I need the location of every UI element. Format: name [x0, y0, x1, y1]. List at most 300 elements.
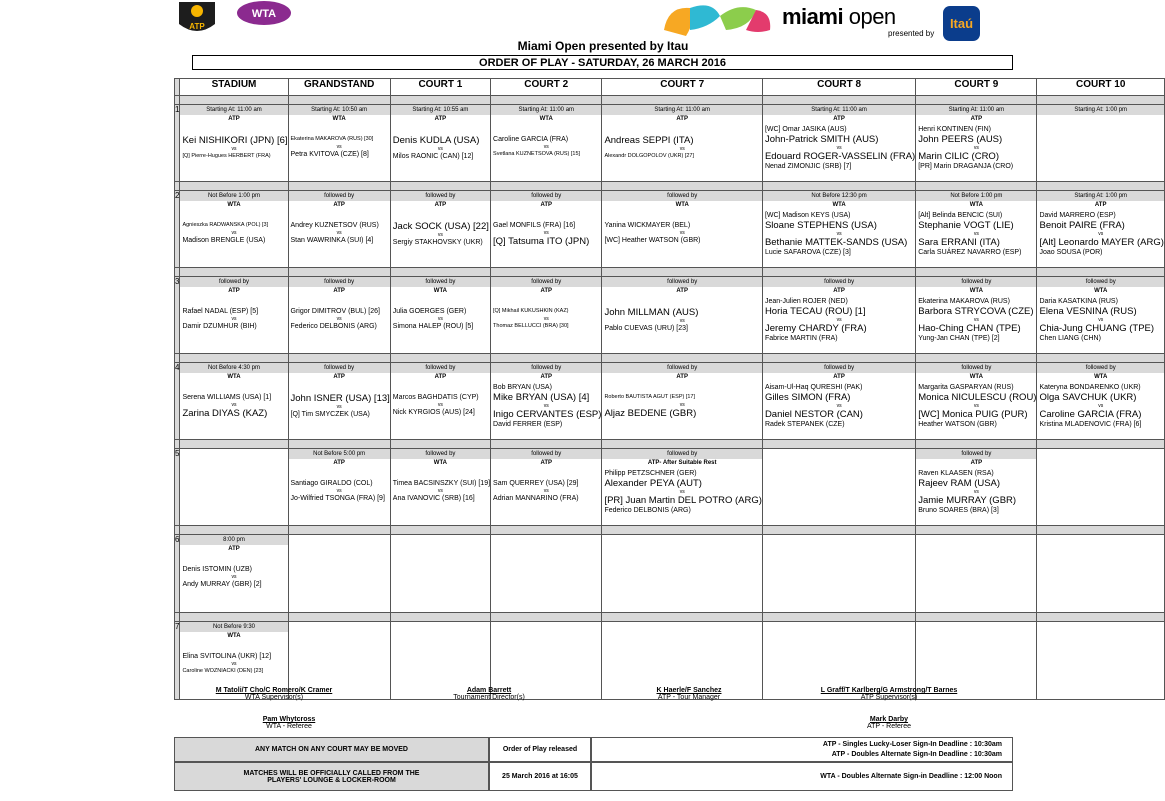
- court-header: STADIUM: [180, 79, 288, 96]
- tour-label: ATP: [434, 374, 447, 380]
- separator-cell: [602, 354, 763, 363]
- versus-label: vs: [437, 316, 443, 322]
- deadline-box-wta: [591, 762, 1013, 791]
- matchup: [491, 307, 601, 331]
- separator-cell: [390, 96, 490, 105]
- match-cell: [1037, 277, 1164, 354]
- versus-label: vs: [543, 316, 549, 322]
- match-cell-content: [391, 277, 490, 353]
- start-time: followed by: [391, 191, 490, 201]
- separator-cell: [288, 613, 390, 622]
- separator-cell: [1037, 440, 1164, 449]
- atp-tour-manager-signature: K Haerle/F Sanchez ATP - Tour Manager: [656, 687, 722, 701]
- match-cell: [390, 277, 490, 354]
- start-time: Not Before 4:30 pm: [180, 363, 287, 373]
- matchup: [289, 221, 390, 245]
- player-name: Santiago GIRALDO (COL): [290, 480, 373, 487]
- match-cell-content: [1037, 105, 1163, 181]
- player-name: Marin CILIC (CRO): [918, 151, 999, 162]
- row-number: 7: [175, 622, 180, 700]
- row-separator: [175, 526, 1165, 535]
- matchup: [491, 221, 601, 247]
- row-number: 6: [175, 535, 180, 613]
- player-name: Rajeev RAM (USA): [918, 478, 1001, 489]
- player-name: [WC] Omar JASIKA (AUS): [764, 126, 847, 133]
- player-name: [WC] Heather WATSON (GBR): [604, 237, 701, 244]
- start-time: [1037, 449, 1163, 459]
- atp-logo: [175, 0, 219, 38]
- player-name: Inigo CERVANTES (ESP): [493, 409, 602, 420]
- player-name: Daniel NESTOR (CAN): [764, 409, 863, 420]
- match-row: [175, 363, 1165, 440]
- player-name: Jamie MURRAY (GBR): [918, 495, 1017, 506]
- tour-label: WTA: [969, 374, 983, 380]
- tour-label: ATP: [540, 460, 553, 466]
- matchup: [391, 479, 490, 503]
- start-time: followed by: [916, 363, 1036, 373]
- player-name: Madison BRENGLE (USA): [182, 237, 266, 244]
- player-name: Ekaterina MAKAROVA (RUS) [30]: [290, 136, 374, 142]
- tour-label: ATP: [333, 460, 345, 466]
- row-number: 2: [175, 191, 180, 268]
- matchup: [763, 383, 915, 429]
- player-name: John ISNER (USA) [13]: [290, 393, 390, 404]
- player-name: [Q] Pierre-Hugues HERBERT (FRA): [182, 153, 271, 159]
- tour-label: ATP: [833, 374, 845, 380]
- start-time: followed by: [391, 449, 490, 459]
- separator-cell: [491, 96, 602, 105]
- player-name: Denis KUDLA (USA): [392, 135, 480, 146]
- tour-label: WTA: [675, 202, 689, 208]
- player-name: Jean-Julien ROJER (NED): [764, 298, 848, 305]
- match-cell-content: [180, 191, 287, 267]
- itau-logo: Itaú: [943, 6, 980, 41]
- player-name: Alexander PEYA (AUT): [604, 478, 702, 489]
- match-cell: [602, 277, 763, 354]
- start-time: followed by: [289, 191, 390, 201]
- separator-cell: [1037, 354, 1164, 363]
- match-cell-content: [289, 191, 390, 267]
- separator-cell: [1037, 268, 1164, 277]
- match-cell-content: [602, 191, 762, 267]
- match-cell-content: [602, 449, 762, 525]
- match-row: [175, 449, 1165, 526]
- player-name: Sloane STEPHENS (USA): [764, 220, 877, 231]
- tour-label: WTA: [1094, 374, 1108, 380]
- match-cell: [602, 449, 763, 526]
- start-time: followed by: [391, 363, 490, 373]
- start-time: Not Before 1:00 pm: [916, 191, 1036, 201]
- matchup: [602, 307, 762, 333]
- player-name: Olga SAVCHUK (UKR): [1039, 392, 1137, 403]
- row-number: 4: [175, 363, 180, 440]
- match-cell: [180, 191, 288, 268]
- separator-cell: [390, 182, 490, 191]
- tour-label: ATP: [540, 374, 553, 380]
- versus-label: vs: [679, 489, 685, 495]
- row-separator: [175, 96, 1165, 105]
- start-time: followed by: [1037, 277, 1163, 287]
- separator-cell: [288, 96, 390, 105]
- match-cell: [288, 191, 390, 268]
- versus-label: vs: [231, 661, 237, 667]
- match-cell: [916, 105, 1037, 182]
- match-cell: [390, 191, 490, 268]
- match-cell: [916, 277, 1037, 354]
- versus-label: vs: [836, 403, 842, 409]
- match-cell: [288, 535, 390, 613]
- matchup: [916, 297, 1036, 343]
- versus-label: vs: [973, 489, 979, 495]
- tour-label: ATP: [333, 374, 345, 380]
- versus-label: vs: [1098, 317, 1104, 323]
- versus-label: vs: [679, 318, 685, 324]
- match-cell: [762, 277, 915, 354]
- versus-label: vs: [437, 402, 443, 408]
- player-name: Jo-Wilfried TSONGA (FRA) [9]: [290, 495, 385, 502]
- start-time: [763, 535, 915, 545]
- matchup: [763, 297, 915, 343]
- matchup: [1037, 383, 1163, 429]
- separator-cell: [762, 96, 915, 105]
- match-cell: [602, 535, 763, 613]
- match-cell-content: [1037, 535, 1163, 612]
- match-cell-content: [289, 363, 390, 439]
- match-row: [175, 105, 1165, 182]
- player-name: Ekaterina MAKAROVA (RUS): [918, 298, 1010, 305]
- match-cell-content: [391, 191, 490, 267]
- presented-by-text: presented by: [888, 29, 935, 38]
- notice-players-lounge: MATCHES WILL BE OFFICIALLY CALLED FROM THE PLAYERS' LOUNGE & LOCKER-ROOM: [174, 762, 489, 791]
- start-time: followed by: [180, 277, 287, 287]
- match-cell-content: [491, 105, 601, 181]
- player-name: Philipp PETZSCHNER (GER): [604, 470, 697, 477]
- player-name: [PR] Marin DRAGANJA (CRO): [918, 163, 1014, 170]
- wta-supervisor-signature: M Tatoli/T Cho/C Romero/K Cramer WTA Supervisor(s): [215, 687, 333, 701]
- match-cell: [762, 449, 915, 526]
- player-name: Heather WATSON (GBR): [918, 421, 997, 428]
- match-cell-content: [1037, 449, 1163, 525]
- start-time: [916, 535, 1036, 545]
- versus-label: vs: [973, 231, 979, 237]
- matchup: [916, 469, 1036, 515]
- player-name: Caroline GARCIA (FRA): [493, 136, 569, 143]
- player-name: Margarita GASPARYAN (RUS): [918, 384, 1014, 391]
- matchup: [602, 469, 762, 515]
- start-time: followed by: [491, 363, 601, 373]
- versus-label: vs: [231, 574, 237, 580]
- match-cell-content: [491, 363, 601, 439]
- player-name: [WC] Monica PUIG (PUR): [918, 409, 1028, 420]
- player-name: Agnieszka RADWANSKA (POL) [3]: [182, 222, 269, 228]
- court-header: COURT 8: [762, 79, 915, 96]
- player-name: Andreas SEPPI (ITA): [604, 135, 694, 146]
- player-name: Chen LIANG (CHN): [1039, 335, 1101, 342]
- player-name: Benoit PAIRE (FRA): [1039, 220, 1125, 231]
- match-row: [175, 535, 1165, 613]
- matchup: [391, 393, 490, 417]
- start-time: [491, 622, 601, 632]
- player-name: Horia TECAU (ROU) [1]: [764, 306, 866, 317]
- tour-label: WTA: [1094, 288, 1108, 294]
- start-time: followed by: [391, 277, 490, 287]
- matchup: [763, 211, 915, 257]
- match-cell-content: [180, 105, 287, 181]
- player-name: Svetlana KUZNETSOVA (RUS) [15]: [493, 151, 581, 157]
- versus-label: vs: [437, 146, 443, 152]
- separator-cell: [1037, 96, 1164, 105]
- start-time: followed by: [1037, 363, 1163, 373]
- separator-cell: [762, 354, 915, 363]
- versus-label: vs: [543, 488, 549, 494]
- start-time: Not Before 1:00 pm: [180, 191, 287, 201]
- separator-cell: [180, 440, 288, 449]
- player-name: Marcos BAGHDATIS (CYP): [392, 394, 479, 401]
- start-time: [916, 622, 1036, 632]
- tour-label: WTA: [433, 460, 448, 466]
- match-cell-content: [916, 363, 1036, 439]
- separator-cell: [288, 440, 390, 449]
- separator-cell: [491, 268, 602, 277]
- separator-cell: [390, 268, 490, 277]
- player-name: Kei NISHIKORI (JPN) [6]: [182, 135, 288, 146]
- match-cell: [491, 363, 602, 440]
- start-time: followed by: [763, 363, 915, 373]
- separator-cell: [762, 268, 915, 277]
- player-name: [PR] Juan Martin DEL POTRO (ARG): [604, 495, 762, 506]
- tour-label: ATP: [540, 288, 553, 294]
- tour-label: ATP: [540, 202, 553, 208]
- page-subtitle: ORDER OF PLAY - SATURDAY, 26 MARCH 2016: [192, 55, 1013, 70]
- wta-referee-signature: Pam Whytcross WTA - Referee: [262, 716, 316, 730]
- start-time: Starting At: 11:00 am: [763, 105, 915, 115]
- separator-cell: [916, 96, 1037, 105]
- matchup: [491, 479, 601, 503]
- match-cell: [491, 449, 602, 526]
- separator-cell: [916, 613, 1037, 622]
- start-time: followed by: [289, 363, 390, 373]
- player-name: John MILLMAN (AUS): [604, 307, 699, 318]
- versus-label: vs: [336, 230, 342, 236]
- start-time: 8:00 pm: [180, 535, 287, 545]
- court-header: COURT 2: [491, 79, 602, 96]
- row-number: 5: [175, 449, 180, 526]
- match-cell: [180, 277, 288, 354]
- versus-label: vs: [973, 145, 979, 151]
- player-name: Barbora STRYCOVA (CZE): [918, 306, 1034, 317]
- matchup: [916, 211, 1036, 257]
- player-name: Nenad ZIMONJIC (SRB) [7]: [764, 163, 852, 170]
- player-name: Federico DELBONIS (ARG): [604, 507, 691, 514]
- tour-label: WTA: [969, 202, 983, 208]
- tour-label: ATP- After Suitable Rest: [647, 460, 717, 466]
- match-cell-content: [602, 105, 762, 181]
- versus-label: vs: [679, 146, 685, 152]
- matchup: [491, 383, 601, 429]
- versus-label: vs: [973, 317, 979, 323]
- tour-label: ATP: [333, 202, 345, 208]
- versus-label: vs: [231, 230, 237, 236]
- match-cell-content: [491, 277, 601, 353]
- player-name: Gael MONFILS (FRA) [16]: [493, 222, 576, 229]
- start-time: followed by: [289, 277, 390, 287]
- match-cell: [916, 449, 1037, 526]
- match-cell-content: [1037, 622, 1163, 699]
- match-cell-content: [391, 105, 490, 181]
- tour-label: ATP: [676, 374, 688, 380]
- atp-supervisor-signature: L Graff/T Karlberg/G Armstrong/T Barnes ATP Supervisor(s): [820, 687, 958, 701]
- player-name: Denis ISTOMIN (UZB): [182, 566, 252, 573]
- matchup: [289, 135, 390, 159]
- player-name: John PEERS (AUS): [918, 134, 1003, 145]
- versus-label: vs: [336, 144, 342, 150]
- match-cell: [390, 449, 490, 526]
- match-cell-content: [763, 277, 915, 353]
- player-name: Sam QUERREY (USA) [29]: [493, 480, 579, 487]
- separator-cell: [602, 526, 763, 535]
- court-header: COURT 10: [1037, 79, 1164, 96]
- match-cell-content: [289, 449, 390, 525]
- match-cell: [288, 363, 390, 440]
- player-name: Yanina WICKMAYER (BEL): [604, 222, 691, 229]
- start-time: followed by: [602, 191, 762, 201]
- versus-label: vs: [836, 317, 842, 323]
- separator-cell: [762, 613, 915, 622]
- player-name: [Q] Tatsuma ITO (JPN): [493, 236, 590, 247]
- separator-cell: [916, 526, 1037, 535]
- separator-cell: [762, 182, 915, 191]
- row-separator: [175, 440, 1165, 449]
- miami-open-logo: [660, 0, 774, 40]
- versus-label: vs: [543, 403, 549, 409]
- separator-cell: [491, 613, 602, 622]
- player-name: Ana IVANOVIC (SRB) [16]: [392, 495, 475, 502]
- player-name: Serena WILLIAMS (USA) [1]: [182, 394, 272, 401]
- tour-label: ATP: [676, 116, 688, 122]
- player-name: Pablo CUEVAS (URU) [23]: [604, 325, 688, 332]
- separator-cell: [390, 526, 490, 535]
- start-time: Starting At: 1:00 pm: [1037, 105, 1163, 115]
- player-name: Bruno SOARES (BRA) [3]: [918, 507, 999, 514]
- matchup: [391, 135, 490, 161]
- separator-cell: [491, 526, 602, 535]
- tour-label: ATP: [434, 116, 447, 122]
- start-time: followed by: [916, 277, 1036, 287]
- separator-cell: [180, 182, 288, 191]
- versus-label: vs: [437, 232, 443, 238]
- start-time: [491, 535, 601, 545]
- match-cell: [916, 363, 1037, 440]
- match-cell-content: [1037, 191, 1163, 267]
- start-time: [289, 535, 390, 545]
- match-cell-content: [763, 363, 915, 439]
- versus-label: vs: [679, 402, 685, 408]
- match-cell: [1037, 535, 1164, 613]
- separator-cell: [491, 182, 602, 191]
- tour-label: ATP: [970, 460, 983, 466]
- player-name: [Q] Mikhail KUKUSHKIN (KAZ): [493, 308, 569, 314]
- row-separator: [175, 182, 1165, 191]
- separator-cell: [1037, 182, 1164, 191]
- tour-label: ATP: [676, 288, 688, 294]
- separator-cell: [916, 182, 1037, 191]
- start-time: [1037, 535, 1163, 545]
- player-name: Hao-Ching CHAN (TPE): [918, 323, 1021, 334]
- match-cell: [288, 449, 390, 526]
- match-cell: [602, 191, 763, 268]
- match-cell-content: [1037, 277, 1163, 353]
- matchup: [916, 383, 1036, 429]
- start-time: [391, 622, 490, 632]
- separator-cell: [390, 613, 490, 622]
- player-name: Federico DELBONIS (ARG): [290, 323, 377, 330]
- separator-cell: [288, 354, 390, 363]
- versus-label: vs: [231, 146, 237, 152]
- matchup: [180, 565, 287, 589]
- versus-label: vs: [679, 230, 685, 236]
- match-cell: [1037, 449, 1164, 526]
- player-name: David MARRERO (ESP): [1039, 212, 1116, 219]
- separator-cell: [180, 96, 288, 105]
- player-name: Roberto BAUTISTA AGUT (ESP) [17]: [604, 394, 696, 400]
- player-name: Alexandr DOLGOPOLOV (UKR) [27]: [604, 153, 694, 159]
- separator-cell: [916, 354, 1037, 363]
- separator-cell: [180, 354, 288, 363]
- match-cell-content: [916, 535, 1036, 612]
- versus-label: vs: [231, 316, 237, 322]
- separator-cell: [180, 613, 288, 622]
- player-name: Stephanie VOGT (LIE): [918, 220, 1014, 231]
- match-cell: [180, 535, 288, 613]
- player-name: Andrey KUZNETSOV (RUS): [290, 222, 379, 229]
- matchup: [180, 393, 287, 419]
- separator-cell: [602, 182, 763, 191]
- tour-label: WTA: [832, 202, 846, 208]
- row-separator: [175, 354, 1165, 363]
- versus-label: vs: [836, 145, 842, 151]
- match-cell-content: [391, 449, 490, 525]
- player-name: Joao SOUSA (POR): [1039, 249, 1103, 256]
- match-cell-content: [763, 449, 915, 525]
- match-cell-content: [763, 191, 915, 267]
- start-time: Not Before 9:30: [180, 622, 287, 632]
- separator-cell: [390, 354, 490, 363]
- match-cell: [180, 105, 288, 182]
- wta-doubles-deadline: WTA - Doubles Alternate Sign-in Deadline : 12:00 Noon: [820, 773, 1002, 780]
- match-cell-content: [391, 535, 490, 612]
- match-cell-content: [916, 191, 1036, 267]
- player-name: Timea BACSINSZKY (SUI) [19]: [392, 480, 491, 487]
- player-name: Henri KONTINEN (FIN): [918, 126, 991, 133]
- match-cell-content: [916, 277, 1036, 353]
- match-cell-content: [289, 277, 390, 353]
- separator-cell: [180, 268, 288, 277]
- court-header: COURT 1: [390, 79, 490, 96]
- start-time: followed by: [602, 363, 762, 373]
- versus-label: vs: [543, 144, 549, 150]
- match-row: [175, 277, 1165, 354]
- separator-cell: [762, 526, 915, 535]
- match-cell-content: [763, 535, 915, 612]
- start-time: followed by: [602, 449, 762, 459]
- player-name: Bethanie MATTEK-SANDS (USA): [764, 237, 908, 248]
- match-cell-content: [602, 277, 762, 353]
- match-cell: [180, 449, 288, 526]
- start-time: [391, 535, 490, 545]
- separator-cell: [288, 526, 390, 535]
- player-name: Kateryna BONDARENKO (UKR): [1039, 384, 1141, 391]
- svg-text:ATP: ATP: [189, 22, 205, 31]
